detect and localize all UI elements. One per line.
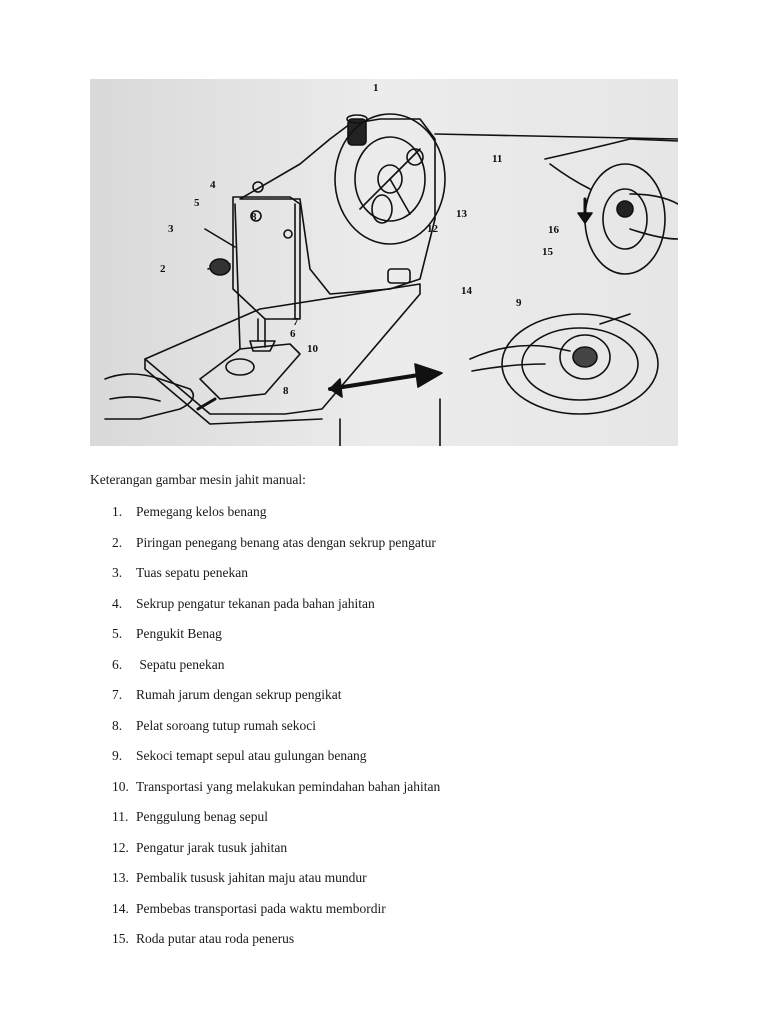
list-item bbox=[112, 624, 440, 655]
list-item bbox=[112, 838, 440, 869]
callout-label: 5 bbox=[194, 197, 200, 209]
callout-label: 8 bbox=[283, 385, 289, 397]
list-item bbox=[112, 685, 440, 716]
callout-label: 12 bbox=[427, 223, 438, 235]
bobbin-letter: 8 bbox=[251, 211, 257, 223]
callout-label: 14 bbox=[461, 285, 472, 297]
item-number: 11. bbox=[112, 809, 129, 824]
callout-label: 10 bbox=[307, 343, 318, 355]
item-text: Pemegang kelos benang bbox=[136, 504, 267, 519]
item-text: Rumah jarum dengan sekrup pengikat bbox=[136, 687, 342, 702]
sewing-machine-figure bbox=[90, 79, 678, 446]
item-text: Tuas sepatu penekan bbox=[136, 565, 248, 580]
callout-label: 9 bbox=[516, 297, 522, 309]
item-number: 2. bbox=[112, 534, 123, 550]
item-number: 13. bbox=[112, 870, 129, 885]
callout-label: 16 bbox=[548, 224, 559, 236]
list-item bbox=[112, 594, 440, 625]
callout-label: 15 bbox=[542, 246, 553, 258]
callout-label: 7 bbox=[293, 316, 299, 328]
item-number: 3. bbox=[112, 565, 123, 580]
item-text: Sekrup pengatur tekanan pada bahan jahitan bbox=[136, 595, 375, 611]
list-item bbox=[112, 502, 440, 533]
item-text: Pembebas transportasi pada waktu membordir bbox=[136, 900, 386, 916]
list-item bbox=[112, 868, 440, 899]
callout-label: 6 bbox=[290, 328, 296, 340]
callout-label: 2 bbox=[160, 263, 166, 275]
item-text: Pengukit Benag bbox=[136, 626, 222, 641]
item-number: 9. bbox=[112, 748, 123, 763]
list-item bbox=[112, 533, 440, 564]
list-item bbox=[112, 655, 440, 686]
item-text: Pelat soroang tutup rumah sekoci bbox=[136, 717, 316, 733]
item-text: Sepatu penekan bbox=[136, 656, 225, 672]
item-text: Piringan penegang benang atas dengan sekrup pengatur bbox=[136, 534, 436, 550]
item-number: 1. bbox=[112, 504, 123, 519]
item-text: Penggulung benag sepul bbox=[136, 809, 268, 824]
callout-label: 1 bbox=[373, 82, 379, 94]
item-text: Sekoci temapt sepul atau gulungan benang bbox=[136, 748, 367, 763]
callout-label: 13 bbox=[456, 208, 467, 220]
figure-caption: Keterangan gambar mesin jahit manual: bbox=[90, 472, 306, 487]
item-text: Roda putar atau roda penerus bbox=[136, 931, 295, 946]
item-text: Transportasi yang melakukan pemindahan bahan jahitan bbox=[136, 778, 441, 794]
item-number: 15. bbox=[112, 931, 129, 946]
list-item bbox=[112, 563, 440, 594]
item-number: 12. bbox=[112, 839, 129, 855]
list-item bbox=[112, 807, 440, 838]
item-text: Pembalik tususk jahitan maju atau mundur bbox=[136, 870, 367, 885]
sewing-machine-illustration bbox=[90, 79, 678, 446]
list-item bbox=[112, 716, 440, 747]
list-item bbox=[112, 746, 440, 777]
callout-label: 3 bbox=[168, 223, 174, 235]
callout-label: 4 bbox=[210, 179, 216, 191]
item-number: 10. bbox=[112, 778, 129, 794]
item-number: 5. bbox=[112, 626, 123, 641]
item-number: 7. bbox=[112, 687, 123, 702]
parts-list bbox=[112, 502, 440, 960]
item-text: Pengatur jarak tusuk jahitan bbox=[136, 839, 288, 855]
item-number: 6. bbox=[112, 656, 123, 672]
list-item bbox=[112, 929, 440, 960]
item-number: 14. bbox=[112, 900, 129, 916]
list-item bbox=[112, 777, 440, 808]
item-number: 8. bbox=[112, 717, 123, 733]
callout-label: 11 bbox=[492, 153, 503, 165]
item-number: 4. bbox=[112, 595, 123, 611]
list-item bbox=[112, 899, 440, 930]
